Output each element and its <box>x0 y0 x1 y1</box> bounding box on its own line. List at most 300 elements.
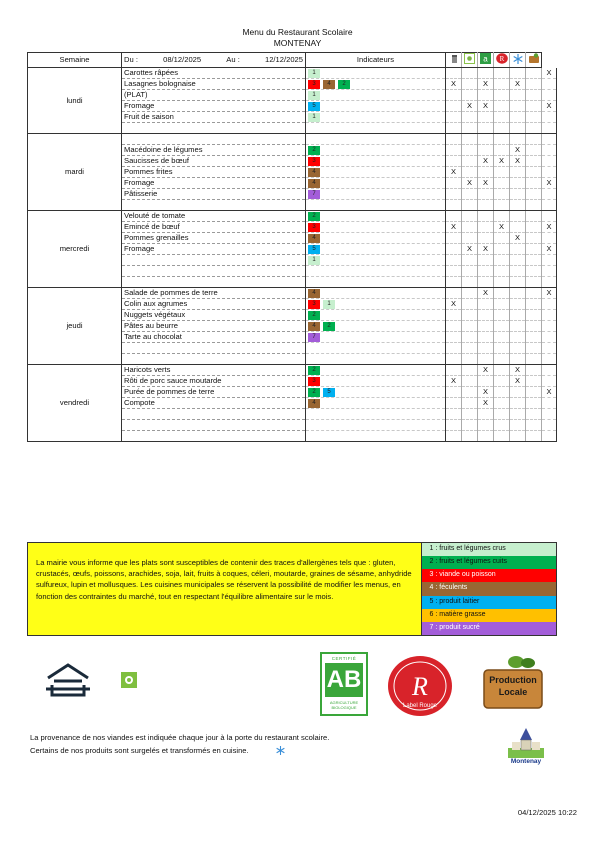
indicator-square: 3 <box>308 80 320 89</box>
table-row <box>28 134 557 145</box>
dish-mark <box>478 68 494 79</box>
sun-icon <box>464 53 475 64</box>
dish-mark <box>526 354 542 365</box>
dish-mark <box>542 145 557 156</box>
dish-mark <box>526 332 542 343</box>
dish-name: Purée de pommes de terre <box>122 387 306 398</box>
dish-name: Velouté de tomate <box>122 211 306 222</box>
dish-mark <box>462 310 478 321</box>
dish-mark <box>494 398 510 409</box>
dish-indicators <box>306 321 446 332</box>
label-rouge-logo <box>387 655 453 717</box>
svg-text:R: R <box>412 672 428 701</box>
dish-indicators <box>306 310 446 321</box>
dish-mark <box>462 431 478 442</box>
dish-indicators <box>306 112 446 123</box>
dish-mark <box>494 288 510 299</box>
indicator-square: 4 <box>323 80 335 89</box>
dish-name: Pâtisserie <box>122 189 306 200</box>
dish-mark: X <box>446 299 462 310</box>
dish-mark <box>478 123 494 134</box>
dish-mark <box>462 343 478 354</box>
dish-mark: X <box>510 376 526 387</box>
legend-item: 1 : fruits et légumes crus <box>422 543 556 556</box>
dish-mark <box>526 299 542 310</box>
page-subtitle: MONTENAY <box>273 38 322 48</box>
town-name: Montenay <box>510 758 542 765</box>
dish-name <box>122 420 306 431</box>
dish-mark <box>478 233 494 244</box>
dish-mark: X <box>542 68 557 79</box>
dish-mark <box>526 310 542 321</box>
dish-mark <box>510 409 526 420</box>
dish-mark <box>462 222 478 233</box>
dish-mark <box>526 398 542 409</box>
dish-mark: X <box>478 398 494 409</box>
dish-mark: X <box>494 222 510 233</box>
indicator-square: 5 <box>308 102 320 111</box>
dish-mark <box>542 167 557 178</box>
dish-name: Macédoine de légumes <box>122 145 306 156</box>
dish-name: Fromage <box>122 178 306 189</box>
dish-mark <box>494 79 510 90</box>
dish-mark <box>542 233 557 244</box>
dish-mark <box>526 431 542 442</box>
dish-indicators <box>306 409 446 420</box>
dish-mark <box>462 409 478 420</box>
dish-mark <box>494 277 510 288</box>
indicator-square: 7 <box>308 190 320 199</box>
dish-mark <box>526 134 542 145</box>
dish-indicators <box>306 255 446 266</box>
dish-mark <box>446 354 462 365</box>
ab-logo-main: AB <box>325 663 363 697</box>
dish-mark <box>446 321 462 332</box>
flower-logo-icon <box>121 672 137 688</box>
dish-mark <box>446 332 462 343</box>
dish-indicators <box>306 343 446 354</box>
indicator-square: 2 <box>338 80 350 89</box>
dish-mark <box>510 200 526 211</box>
dish-mark <box>494 90 510 101</box>
dish-mark <box>526 79 542 90</box>
sun-icon-cell <box>462 53 478 68</box>
dish-mark <box>446 233 462 244</box>
dish-mark <box>542 343 557 354</box>
svg-text:R: R <box>499 55 505 63</box>
day-name: vendredi <box>28 365 122 442</box>
legend-item: 4 : féculents <box>422 582 556 595</box>
dish-mark <box>446 420 462 431</box>
ab-logo-top: CERTIFIÉ <box>331 656 357 661</box>
to-label: Au : <box>226 55 240 64</box>
dish-mark <box>478 90 494 101</box>
dish-mark <box>446 244 462 255</box>
dish-name: Carottes râpées <box>122 68 306 79</box>
dish-mark <box>510 101 526 112</box>
table-row <box>28 288 557 299</box>
dish-name: Compote <box>122 398 306 409</box>
dish-mark <box>494 420 510 431</box>
dish-mark <box>478 420 494 431</box>
indicator-square: 3 <box>308 300 320 309</box>
dish-mark <box>510 134 526 145</box>
dish-name <box>122 266 306 277</box>
dish-mark <box>478 310 494 321</box>
dish-mark <box>542 431 557 442</box>
day-name: mercredi <box>28 211 122 288</box>
label-rouge-icon <box>496 53 508 64</box>
dish-name: (PLAT) <box>122 90 306 101</box>
menu-table <box>27 52 557 442</box>
dish-indicators <box>306 420 446 431</box>
dish-name: Saucisses de bœuf <box>122 156 306 167</box>
dish-mark <box>526 112 542 123</box>
dish-mark <box>542 79 557 90</box>
dish-mark <box>526 288 542 299</box>
dish-indicators <box>306 123 446 134</box>
dish-mark: X <box>478 244 494 255</box>
dish-mark <box>478 134 494 145</box>
dish-mark <box>494 233 510 244</box>
dish-mark <box>478 200 494 211</box>
period-cell <box>122 53 306 68</box>
indicator-square: 5 <box>308 245 320 254</box>
dish-name <box>122 200 306 211</box>
dish-name <box>122 409 306 420</box>
dish-mark <box>494 145 510 156</box>
dish-indicators <box>306 266 446 277</box>
dish-mark <box>542 299 557 310</box>
dish-mark <box>510 321 526 332</box>
dish-indicators <box>306 211 446 222</box>
dish-mark <box>510 343 526 354</box>
dish-indicators <box>306 156 446 167</box>
dish-mark <box>542 365 557 376</box>
dish-mark <box>526 321 542 332</box>
dish-mark <box>462 123 478 134</box>
dish-mark <box>542 277 557 288</box>
leaf-icon <box>480 53 491 64</box>
dish-mark <box>542 211 557 222</box>
dish-mark <box>478 189 494 200</box>
dish-mark: X <box>478 288 494 299</box>
local-product-icon <box>528 53 540 64</box>
dish-mark <box>494 365 510 376</box>
dish-mark <box>478 376 494 387</box>
dish-mark <box>446 255 462 266</box>
dish-mark <box>494 178 510 189</box>
indicator-square: 1 <box>308 91 320 100</box>
dish-indicators <box>306 398 446 409</box>
dish-mark <box>446 343 462 354</box>
house-logo-icon <box>44 662 92 698</box>
dish-mark <box>462 112 478 123</box>
dish-mark <box>526 420 542 431</box>
dish-mark <box>510 211 526 222</box>
dish-name <box>122 123 306 134</box>
dish-name <box>122 255 306 266</box>
production-locale-line1: Production <box>489 675 537 685</box>
dish-name: Rôti de porc sauce moutarde <box>122 376 306 387</box>
dish-mark <box>462 376 478 387</box>
dish-name: Fromage <box>122 101 306 112</box>
dish-mark <box>494 255 510 266</box>
dish-mark <box>478 409 494 420</box>
dish-mark <box>462 90 478 101</box>
dish-mark <box>494 332 510 343</box>
dish-mark <box>542 266 557 277</box>
dish-mark <box>494 321 510 332</box>
legend-item: 6 : matière grasse <box>422 609 556 622</box>
dish-mark <box>446 211 462 222</box>
dish-mark <box>526 376 542 387</box>
snowflake-icon <box>513 54 523 64</box>
dish-mark <box>494 189 510 200</box>
dish-mark: X <box>478 387 494 398</box>
dish-mark <box>526 255 542 266</box>
footer-snowflake-icon <box>276 746 285 755</box>
dish-name <box>122 277 306 288</box>
dish-mark: X <box>542 387 557 398</box>
dish-mark <box>526 189 542 200</box>
legend-item: 2 : fruits et légumes cuits <box>422 556 556 569</box>
dish-mark <box>462 277 478 288</box>
table-header-row <box>28 53 557 68</box>
indicator-square: 2 <box>308 366 320 375</box>
dish-mark: X <box>542 244 557 255</box>
dish-mark: X <box>478 178 494 189</box>
dish-mark <box>526 200 542 211</box>
dish-mark <box>526 123 542 134</box>
dish-mark <box>462 211 478 222</box>
dish-mark <box>494 123 510 134</box>
dish-indicators <box>306 68 446 79</box>
to-date: 12/12/2025 <box>264 55 303 64</box>
indicator-square: 3 <box>308 157 320 166</box>
dish-mark <box>526 156 542 167</box>
dish-name: Salade de pommes de terre <box>122 288 306 299</box>
dish-indicators <box>306 288 446 299</box>
dish-name: Fruit de saison <box>122 112 306 123</box>
dish-mark <box>526 222 542 233</box>
table-row <box>28 365 557 376</box>
dish-mark <box>510 299 526 310</box>
dish-mark <box>494 387 510 398</box>
dish-mark <box>526 365 542 376</box>
dish-mark <box>462 233 478 244</box>
dish-mark <box>462 332 478 343</box>
dish-mark <box>494 354 510 365</box>
dish-mark <box>462 288 478 299</box>
dish-mark <box>510 255 526 266</box>
dish-mark <box>526 233 542 244</box>
allergen-notice: La mairie vous informe que les plats sont susceptibles de contenir des traces d'allergènes tels que : gluten, crustacés, œufs, poissons, arachides, soja, lait, fruits à coques, céleri, moutarde, graines de sésame, anhydride sulfureux, lupin et mollusques. Les cuisines municipales se réservent la possibilité de modifier les menus, en fonction des contraintes du marché, tout en respectant l'équilibre alimentaire sur le mois. <box>28 543 422 635</box>
from-label: Du : <box>124 55 138 64</box>
dish-mark <box>510 277 526 288</box>
dish-mark <box>446 101 462 112</box>
dish-mark <box>446 189 462 200</box>
dish-name: Nuggets végétaux <box>122 310 306 321</box>
salt-icon <box>449 54 459 64</box>
legend-item: 7 : produit sucré <box>422 622 556 635</box>
dish-name: Pâtes au beurre <box>122 321 306 332</box>
dish-name: Haricots verts <box>122 365 306 376</box>
dish-mark: X <box>462 178 478 189</box>
dish-mark <box>446 90 462 101</box>
dish-mark <box>478 255 494 266</box>
dish-indicators <box>306 200 446 211</box>
dish-mark <box>478 332 494 343</box>
dish-mark: X <box>446 376 462 387</box>
dish-mark <box>542 376 557 387</box>
dish-mark <box>446 156 462 167</box>
dish-mark <box>494 112 510 123</box>
dish-mark <box>526 387 542 398</box>
indicator-square: 1 <box>308 256 320 265</box>
indicator-square: 2 <box>308 388 320 397</box>
dish-mark: X <box>510 79 526 90</box>
dish-indicators <box>306 189 446 200</box>
dish-mark <box>462 321 478 332</box>
indicator-square: 4 <box>308 179 320 188</box>
dish-mark <box>446 123 462 134</box>
dish-name <box>122 431 306 442</box>
dish-indicators <box>306 101 446 112</box>
print-timestamp: 04/12/2025 10:22 <box>517 808 577 817</box>
dish-mark: X <box>478 156 494 167</box>
dish-mark: X <box>462 244 478 255</box>
dish-mark <box>446 266 462 277</box>
dish-mark <box>526 211 542 222</box>
indicator-square: 2 <box>308 212 320 221</box>
indicator-square: 4 <box>308 322 320 331</box>
dish-mark <box>462 420 478 431</box>
dish-mark <box>510 266 526 277</box>
dish-mark <box>542 123 557 134</box>
dish-mark <box>446 365 462 376</box>
indicator-square: 2 <box>308 311 320 320</box>
dish-mark <box>510 310 526 321</box>
dish-mark <box>542 189 557 200</box>
dish-mark <box>478 112 494 123</box>
ab-logo-bottom: AGRICULTURE BIOLOGIQUE <box>329 700 359 710</box>
dish-mark: X <box>462 101 478 112</box>
dish-mark <box>446 277 462 288</box>
svg-text:a: a <box>483 54 488 64</box>
indicator-square: 1 <box>308 113 320 122</box>
indicator-square: 4 <box>308 289 320 298</box>
dish-mark <box>494 200 510 211</box>
footer-origin-note: La provenance de nos viandes est indiquée chaque jour à la porte du restaurant scolaire. <box>30 733 330 742</box>
dish-name <box>122 343 306 354</box>
dish-mark <box>526 68 542 79</box>
indicator-square: 3 <box>308 223 320 232</box>
dish-mark: X <box>478 79 494 90</box>
table-row <box>28 68 557 79</box>
legend-item: 3 : viande ou poisson <box>422 569 556 582</box>
dish-mark: X <box>542 178 557 189</box>
dish-mark: X <box>542 222 557 233</box>
indicator-square: 5 <box>323 388 335 397</box>
dish-mark <box>542 134 557 145</box>
dish-mark <box>462 387 478 398</box>
dish-mark <box>462 68 478 79</box>
dish-mark <box>494 167 510 178</box>
dish-mark <box>494 409 510 420</box>
info-panel <box>27 542 557 636</box>
dish-mark <box>478 145 494 156</box>
dish-mark <box>446 431 462 442</box>
dish-indicators <box>306 233 446 244</box>
dish-mark <box>446 200 462 211</box>
dish-mark <box>526 145 542 156</box>
dish-mark <box>446 68 462 79</box>
dish-mark: X <box>510 145 526 156</box>
dish-mark <box>446 134 462 145</box>
dish-mark <box>542 398 557 409</box>
dish-mark: X <box>494 156 510 167</box>
indicator-square: 4 <box>308 399 320 408</box>
dish-mark <box>446 409 462 420</box>
production-locale-logo <box>480 654 546 714</box>
indicator-square: 4 <box>308 168 320 177</box>
week-label: Semaine <box>28 53 122 68</box>
dish-mark <box>462 79 478 90</box>
dish-mark <box>526 409 542 420</box>
dish-mark <box>462 299 478 310</box>
salt-icon-cell <box>446 53 462 68</box>
dish-mark <box>542 255 557 266</box>
dish-mark <box>542 90 557 101</box>
dish-name: Colin aux agrumes <box>122 299 306 310</box>
dish-mark <box>478 277 494 288</box>
ab-logo <box>320 652 368 716</box>
dish-name: Lasagnes bolognaise <box>122 79 306 90</box>
dish-mark <box>478 167 494 178</box>
dish-name: Tarte au chocolat <box>122 332 306 343</box>
dish-mark <box>510 420 526 431</box>
dish-mark <box>462 365 478 376</box>
dish-mark <box>494 211 510 222</box>
dish-mark <box>526 101 542 112</box>
dish-mark <box>542 332 557 343</box>
dish-mark: X <box>478 365 494 376</box>
dish-mark <box>510 189 526 200</box>
dish-indicators <box>306 354 446 365</box>
indicator-square: 2 <box>308 146 320 155</box>
dish-indicators <box>306 167 446 178</box>
dish-mark: X <box>446 79 462 90</box>
dish-mark <box>526 343 542 354</box>
indicator-square: 7 <box>308 333 320 342</box>
dish-mark <box>494 431 510 442</box>
dish-indicators <box>306 431 446 442</box>
dish-mark <box>462 398 478 409</box>
dish-mark <box>494 68 510 79</box>
dish-name <box>122 354 306 365</box>
dish-mark <box>542 321 557 332</box>
dish-mark <box>446 145 462 156</box>
label-rouge-logo-text: Label Rouge <box>402 703 438 709</box>
dish-mark <box>478 211 494 222</box>
dish-mark <box>494 299 510 310</box>
dish-mark <box>542 200 557 211</box>
dish-mark <box>494 101 510 112</box>
dish-mark <box>542 420 557 431</box>
dish-mark <box>478 299 494 310</box>
dish-mark <box>494 134 510 145</box>
